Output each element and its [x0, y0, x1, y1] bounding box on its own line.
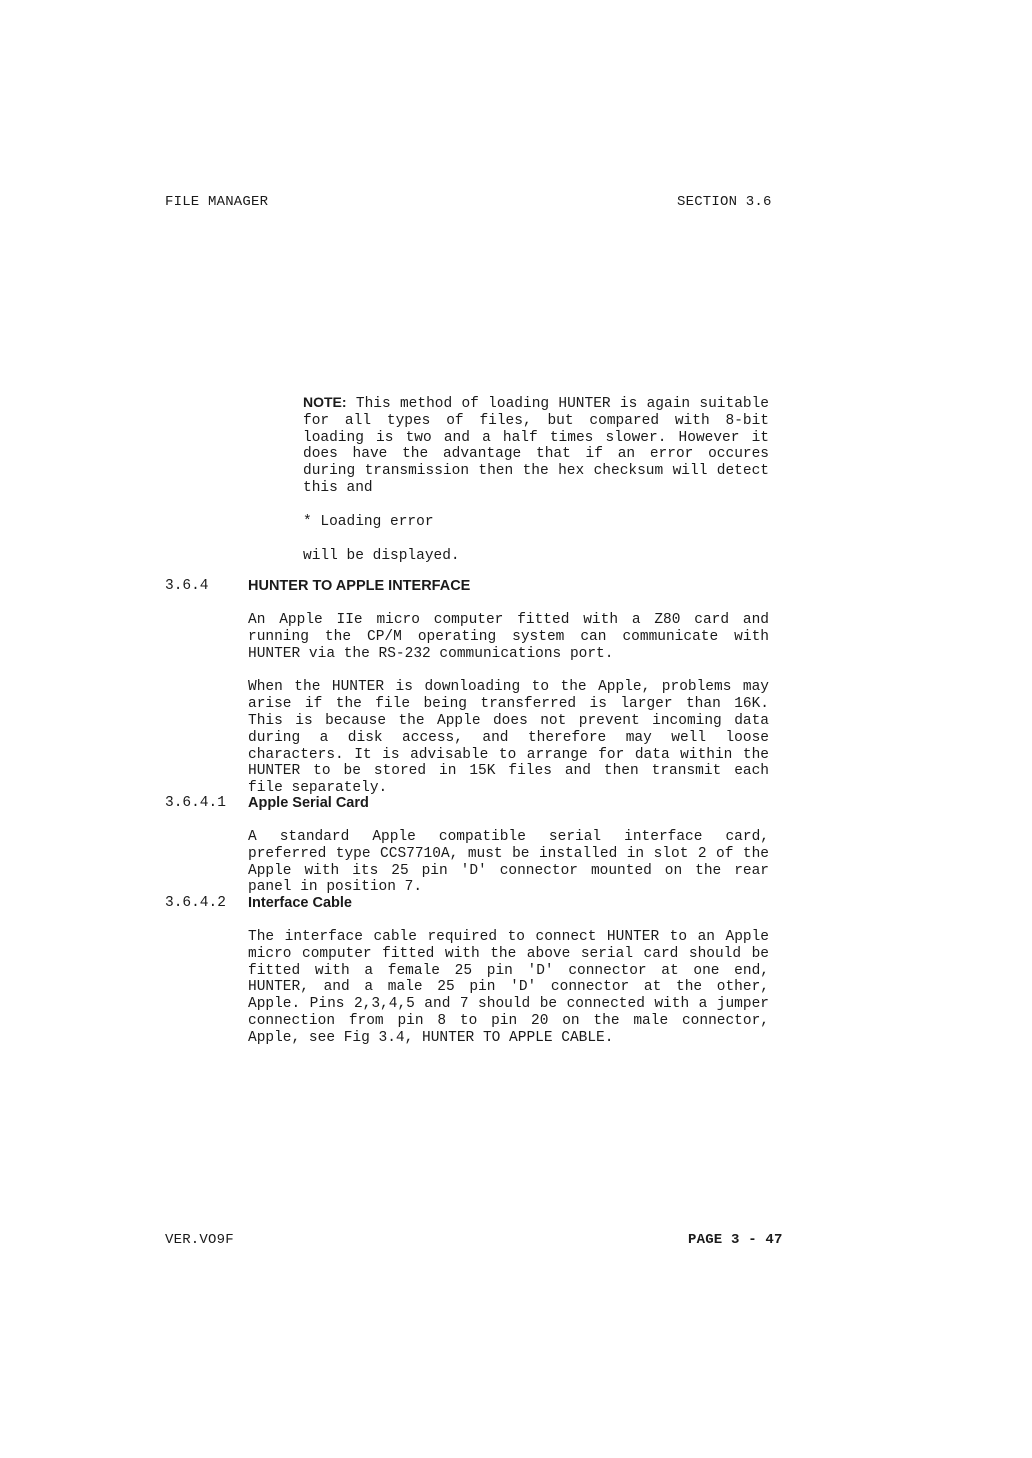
- note-trailer: will be displayed.: [303, 547, 460, 564]
- section-paragraph: An Apple IIe micro computer fitted with a Z80 card and running the CP/M operating system can communicate with HUNTER via the RS-232 communications port.: [248, 612, 769, 662]
- section-paragraph: When the HUNTER is downloading to the Apple, problems may arise if the file being transferred is larger than 16K. This is because the Apple does not prevent incoming data during a disk access, and therefore may well loose characters. It is advisable to arrange for data within the HUNTER to be stored in 15K files and then transmit each file separately.: [248, 679, 769, 797]
- note-label: NOTE:: [303, 394, 347, 410]
- section-number: 3.6.4: [165, 578, 209, 594]
- note-paragraph: [303, 394, 769, 497]
- section-paragraph: A standard Apple compatible serial interface card, preferred type CCS7710A, must be installed in slot 2 of the Apple with its 25 pin 'D' connector mounted on the rear panel in position 7.: [248, 829, 769, 896]
- section-title: Apple Serial Card: [248, 795, 369, 811]
- page-number: PAGE 3 - 47: [688, 1232, 783, 1248]
- section-title: HUNTER TO APPLE INTERFACE: [248, 578, 471, 594]
- section-title: Interface Cable: [248, 895, 352, 911]
- running-header-section: SECTION 3.6: [677, 194, 772, 210]
- section-body: [248, 829, 769, 896]
- running-header-title: FILE MANAGER: [165, 194, 269, 210]
- section-body: [248, 612, 769, 797]
- note-block: [303, 394, 769, 564]
- section-number: 3.6.4.2: [165, 895, 226, 911]
- section-paragraph: The interface cable required to connect HUNTER to an Apple micro computer fitted with the above serial card should be fitted with a female 25 pin 'D' connector at one end, HUNTER, and a male 25 pin 'D' connector at the other, Apple. Pins 2,3,4,5 and 7 should be connected with a jumper connection from pin 8 to pin 20 on the male connector, Apple, see Fig 3.4, HUNTER TO APPLE CABLE.: [248, 929, 769, 1046]
- note-error-message: * Loading error: [303, 513, 434, 530]
- footer-version: VER.VO9F: [165, 1232, 234, 1248]
- section-body: [248, 929, 769, 1047]
- section-number: 3.6.4.1: [165, 795, 226, 811]
- note-text: This method of loading HUNTER is again suitable for all types of files, but compared with 8-bit loading is two and a half times slower. However it does have the advantage that if an error occures during transmission then the hex checksum will detect this and: [303, 396, 770, 496]
